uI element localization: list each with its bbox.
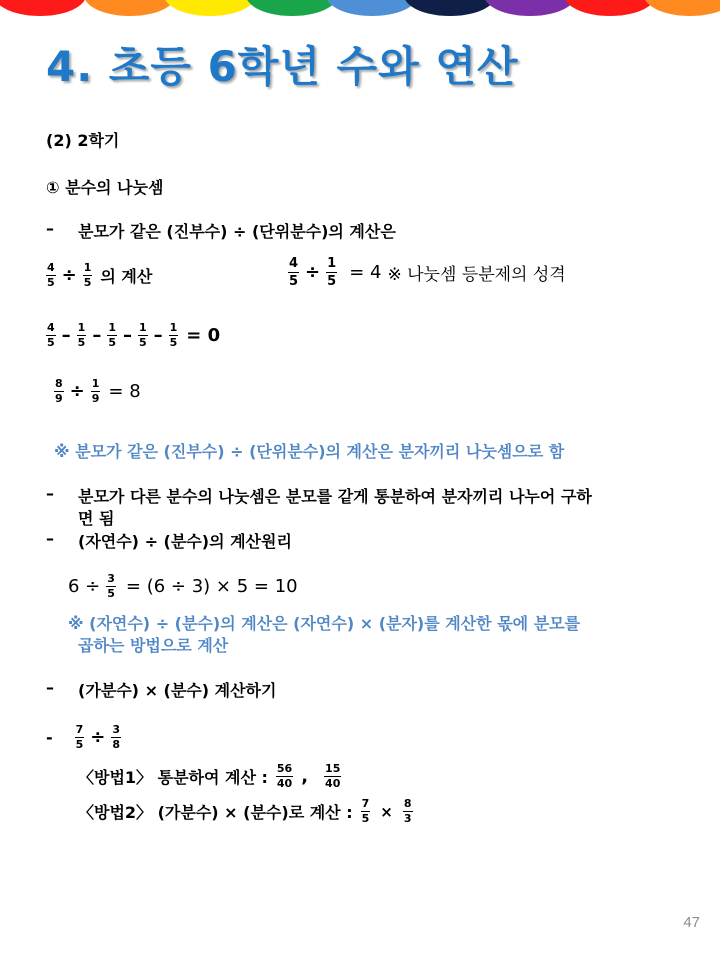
example-label-row: [44, 262, 152, 289]
bullet-text: (가분수) × (분수) 계산하기: [78, 681, 277, 700]
equation-lhs: 6 ÷: [68, 576, 101, 597]
bullet-dash: –: [46, 484, 54, 503]
fraction: $\frac{3}{5}$: [107, 572, 115, 600]
divide-sign: ÷: [61, 265, 77, 286]
decor-arc: [84, 0, 176, 16]
decor-arc: [164, 0, 256, 16]
decor-arc: [246, 0, 338, 16]
fraction: $\frac{1}{9}$: [91, 377, 100, 405]
bullet-dash: –: [46, 529, 54, 548]
times-sign: ×: [380, 802, 393, 821]
method1-label: 〈방법1〉 통분하여 계산 :: [78, 768, 268, 787]
fraction: $\frac{1}{5}$: [83, 261, 92, 289]
minus-sign: –: [153, 325, 163, 346]
division-result: = 8: [108, 381, 141, 402]
fraction: $\frac{56}{40}$: [276, 762, 293, 790]
decor-arc: [484, 0, 576, 16]
minus-sign: –: [92, 325, 102, 346]
decor-arc: [0, 0, 86, 16]
equation-note: ※ 나눗셈 등분제의 성격: [387, 265, 566, 285]
note-text: ※ 분모가 같은 (진부수) ÷ (단위분수)의 계산은 분자끼리 나눗셈으로 함: [54, 442, 565, 461]
divide-sign: ÷: [90, 727, 106, 748]
natural-division-row: [68, 573, 298, 600]
equation-rhs: = (6 ÷ 3) × 5 = 10: [125, 576, 298, 597]
page-number: 47: [683, 914, 700, 931]
bullet-marker: -: [46, 728, 53, 747]
bullet-dash: –: [46, 219, 54, 238]
fraction: $\frac{1}{5}$: [77, 321, 86, 349]
divide-sign: ÷: [305, 262, 321, 283]
decor-arc: [404, 0, 496, 16]
fraction: $\frac{1}{5}$: [169, 321, 178, 349]
subtraction-result: = 0: [186, 325, 221, 346]
fraction: $\frac{15}{40}$: [325, 762, 341, 790]
decor-arc: [564, 0, 656, 16]
example-label: 의 계산: [100, 267, 153, 286]
fraction: $\frac{3}{8}$: [112, 723, 121, 751]
note-text-continued: 곱하는 방법으로 계산: [78, 636, 229, 655]
bullet-text: 분모가 다른 분수의 나눗셈은 분모를 같게 통분하여 분자끼리 나누어 구하: [78, 487, 592, 506]
subsection-heading: ① 분수의 나눗셈: [46, 178, 164, 197]
bullet-text-continued: 면 됨: [78, 509, 115, 528]
comma: ,: [301, 766, 309, 787]
minus-sign: –: [61, 325, 71, 346]
decor-arc: [644, 0, 720, 16]
division-row: [52, 378, 141, 405]
bullet-text: (자연수) ÷ (분수)의 계산원리: [78, 532, 292, 551]
method2-row: [78, 798, 415, 825]
fraction: $\frac{1}{5}$: [327, 256, 337, 289]
page-title: 4. 초등 6학년 수와 연산: [46, 42, 519, 91]
subtraction-row: [44, 322, 220, 349]
note-text: ※ (자연수) ÷ (분수)의 계산은 (자연수) × (분자)를 계산한 몫에 분모를: [68, 614, 581, 633]
bullet-dash: –: [46, 678, 54, 697]
divide-sign: ÷: [69, 381, 85, 402]
equation-result: = 4: [349, 262, 382, 283]
section-heading: (2) 2학기: [46, 131, 120, 150]
fraction: $\frac{8}{3}$: [403, 797, 412, 825]
fraction: $\frac{7}{5}$: [361, 797, 370, 825]
fraction: $\frac{1}{5}$: [108, 321, 116, 349]
fraction: $\frac{7}{5}$: [75, 723, 84, 751]
fraction: $\frac{4}{5}$: [47, 261, 55, 289]
method1-row: [78, 763, 343, 790]
equation-row: [286, 256, 566, 289]
fraction: $\frac{4}{5}$: [47, 321, 55, 349]
minus-sign: –: [122, 325, 132, 346]
bullet-text: 분모가 같은 (진부수) ÷ (단위분수)의 계산은: [78, 222, 396, 241]
method2-label: 〈방법2〉 (가분수) × (분수)로 계산 :: [78, 803, 353, 822]
fraction: $\frac{8}{9}$: [55, 377, 63, 405]
decor-arc: [326, 0, 418, 16]
fraction: $\frac{4}{5}$: [289, 256, 299, 289]
improper-division-row: [46, 724, 123, 751]
fraction: $\frac{1}{5}$: [138, 321, 147, 349]
